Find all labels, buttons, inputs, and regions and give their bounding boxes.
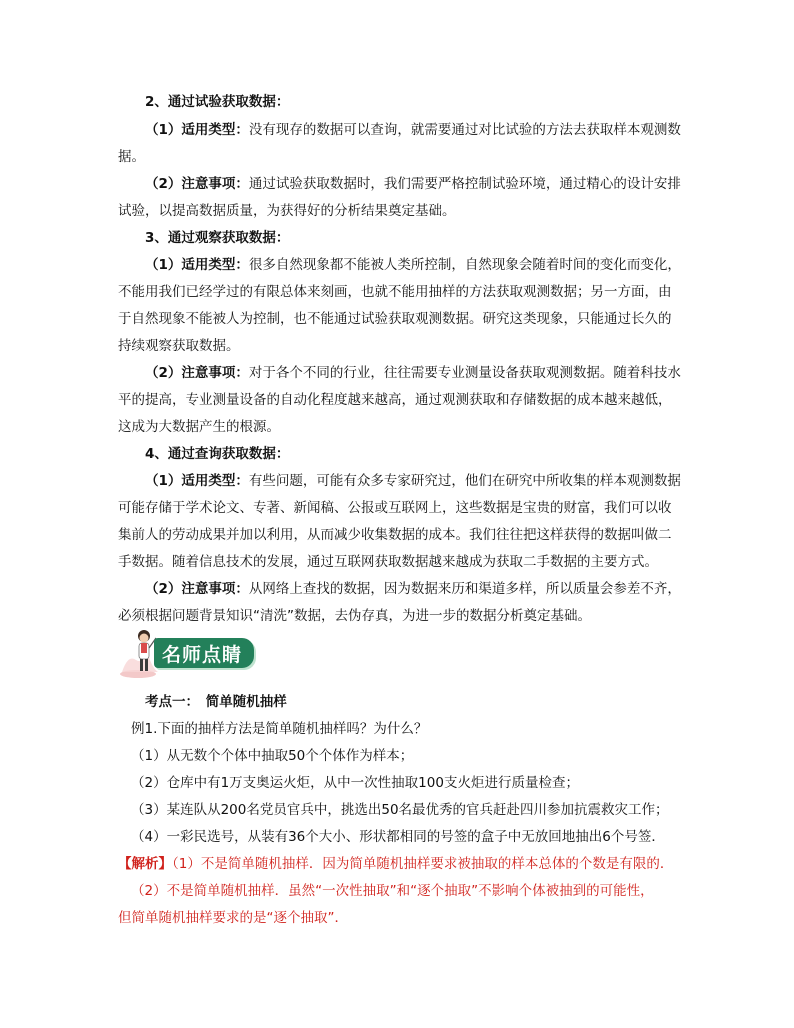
section-3-note-line-3: 这成为大数据产生的根源。	[118, 419, 280, 435]
example-item-2: （2）仓库中有1万支奥运火炬，从中一次性抽取100支火炬进行质量检查；	[131, 775, 579, 791]
section-4-note-line-2: 必须根据问题背景知识“清洗”数据，去伪存真，为进一步的数据分析奠定基础。	[118, 608, 591, 624]
section-3-note-line-1	[145, 363, 681, 383]
section-3-usage-line-3: 于自然现象不能被人为控制，也不能通过试验获取观测数据。研究这类现象，只能通过长久的	[118, 311, 672, 327]
section-2-note-line-2: 试验，以提高数据质量，为获得好的分析结果奠定基础。	[118, 203, 456, 219]
usage-text: 有些问题，可能有众多专家研究过，他们在研究中所收集的样本观测数据	[248, 473, 681, 489]
note-label: （2）注意事项：	[145, 581, 249, 597]
section-4-usage-line-3: 集前人的劳动成果并加以利用，从而减少收集数据的成本。我们往往把这样获得的数据叫做二	[118, 527, 672, 543]
note-label: （2）注意事项：	[145, 365, 249, 381]
banner-title: 名师点睛	[162, 644, 243, 666]
famous-teacher-banner	[118, 624, 258, 680]
section-2-note-line-1	[145, 174, 681, 194]
section-4-usage-line-4: 手数据。随着信息技术的发展，通过互联网获取数据越来越成为获取二手数据的主要方式。	[118, 554, 658, 570]
section-4-heading: 4、通过查询获取数据：	[145, 446, 290, 462]
analysis-line-2: （2）不是简单随机抽样．虽然“一次性抽取”和“逐个抽取”不影响个体被抽到的可能性，	[131, 883, 654, 899]
usage-label: （1）适用类型：	[145, 473, 249, 489]
section-3-usage-line-4: 持续观察获取数据。	[118, 338, 240, 354]
analysis-text: （1）不是简单随机抽样．因为简单随机抽样要求被抽取的样本总体的个数是有限的．	[172, 856, 674, 872]
section-4-note-line-1	[145, 579, 681, 599]
usage-text: 没有现存的数据可以查询，就需要通过对比试验的方法去获取样本观测数	[248, 122, 681, 138]
note-text: 通过试验获取数据时，我们需要严格控制试验环境，通过精心的设计安排	[248, 176, 681, 192]
section-2-usage-line-1	[145, 120, 681, 140]
example-item-1: （1）从无数个个体中抽取50个个体作为样本；	[131, 748, 414, 764]
section-2-heading: 2、通过试验获取数据：	[145, 94, 290, 110]
note-text: 从网络上查找的数据，因为数据来历和渠道多样，所以质量会参差不齐，	[248, 581, 681, 597]
section-4-usage-line-1	[145, 471, 681, 491]
section-3-heading: 3、通过观察获取数据：	[145, 230, 290, 246]
note-label: （2）注意事项：	[145, 176, 249, 192]
section-3-usage-line-1	[145, 255, 681, 275]
kaodian-title: 考点一： 简单随机抽样	[145, 694, 287, 710]
section-4-usage-line-2: 可能存储于学术论文、专著、新闻稿、公报或互联网上，这些数据是宝贵的财富，我们可以收	[118, 500, 672, 516]
example-item-3: （3）某连队从200名党员官兵中，挑选出50名最优秀的官兵赶赴四川参加抗震救灾工作；	[131, 802, 669, 818]
note-text: 对于各个不同的行业，往往需要专业测量设备获取观测数据。随着科技水	[248, 365, 681, 381]
analysis-label: 【解析】	[118, 856, 172, 872]
section-2-usage-line-2: 据。	[118, 149, 145, 165]
section-3-note-line-2: 平的提高，专业测量设备的自动化程度越来越高，通过观测获取和存储数据的成本越来越低，	[118, 392, 672, 408]
example-item-4: （4）一彩民选号，从装有36个大小、形状都相同的号签的盒子中无放回地抽出6个号签．	[131, 829, 665, 845]
usage-label: （1）适用类型：	[145, 122, 249, 138]
analysis-line-3: 但简单随机抽样要求的是“逐个抽取”．	[118, 910, 348, 926]
usage-label: （1）适用类型：	[145, 257, 249, 273]
example-question: 例1.下面的抽样方法是简单随机抽样吗？为什么？	[131, 721, 428, 737]
analysis-line-1	[118, 854, 673, 874]
usage-text: 很多自然现象都不能被人类所控制，自然现象会随着时间的变化而变化，	[248, 257, 681, 273]
section-3-usage-line-2: 不能用我们已经学过的有限总体来刻画，也就不能用抽样的方法获取观测数据；另一方面，由	[118, 284, 672, 300]
